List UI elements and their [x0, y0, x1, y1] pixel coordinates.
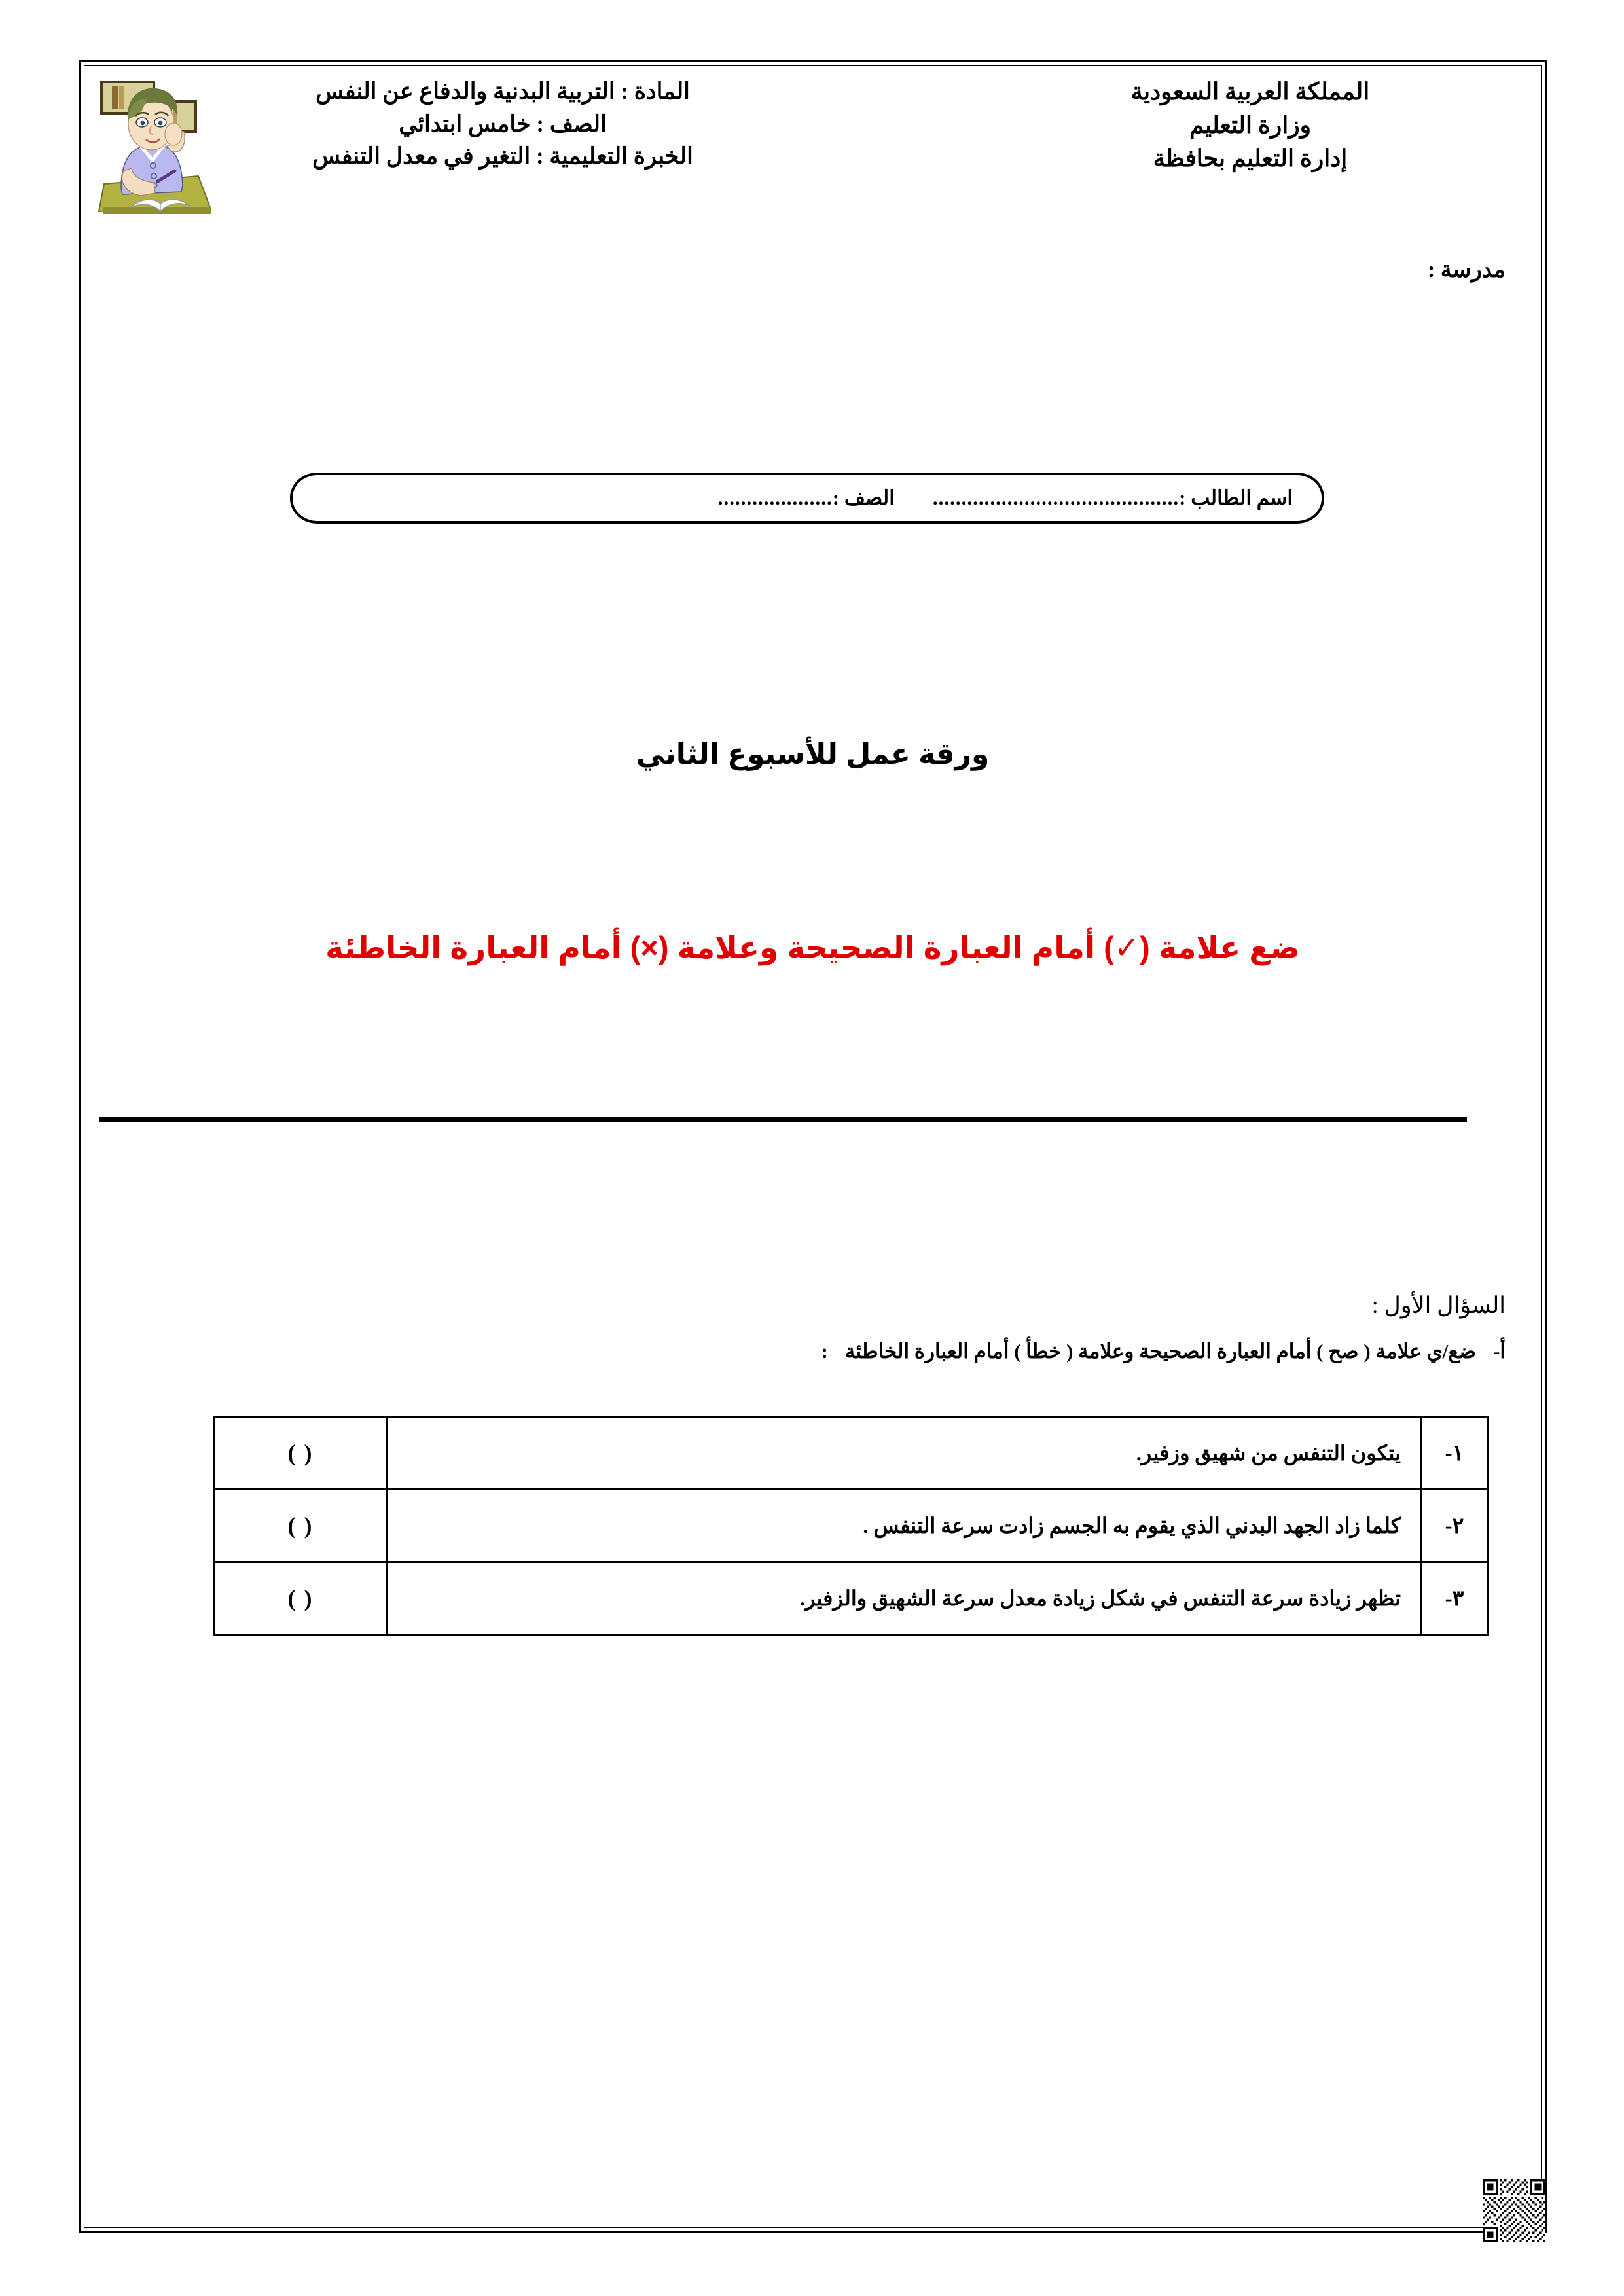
question-one-title: السؤال الأول : — [1371, 1293, 1506, 1318]
learning-experience-line: الخبرة التعليمية : التغير في معدل التنفس — [312, 143, 693, 170]
row-answer-cell[interactable] — [215, 1490, 387, 1562]
table-row — [215, 1562, 1488, 1635]
red-instruction-text: ضع علامة (✓) أمام العبارة الصحيحة وعلامة (×) أمام العبارة الخاطئة — [325, 930, 1300, 965]
row-statement: تظهر زيادة سرعة التنفس في شكل زيادة معدل سرعة الشهيق والزفير. — [387, 1562, 1422, 1635]
table-row — [215, 1490, 1488, 1562]
student-info-box — [290, 473, 1324, 524]
table-row — [215, 1417, 1488, 1490]
page-inner-border — [84, 65, 1542, 2228]
row-answer-cell[interactable] — [215, 1562, 387, 1635]
country-name: المملكة العربية السعودية — [1130, 79, 1370, 105]
answer-parentheses[interactable]: ( ) — [287, 1585, 314, 1611]
subject-header-block — [172, 75, 833, 173]
section-divider — [99, 1117, 1467, 1122]
row-answer-cell[interactable] — [215, 1417, 387, 1490]
row-statement: كلما زاد الجهد البدني الذي يقوم به الجسم زادت سرعة التنفس . — [387, 1490, 1422, 1562]
row-statement: يتكون التنفس من شهيق وزفير. — [387, 1417, 1422, 1490]
ministry-name: وزارة التعليم — [1189, 112, 1311, 139]
student-name-label: اسم الطالب : — [1179, 486, 1293, 509]
worksheet-title: ورقة عمل للأسبوع الثاني — [636, 738, 990, 770]
question-one-subinstruction — [821, 1340, 1506, 1363]
row-number: ١- — [1422, 1417, 1488, 1490]
true-false-table — [213, 1416, 1489, 1636]
ministry-header-block — [995, 75, 1506, 175]
subitem-text: ضع/ي علامة ( صح ) أمام العبارة الصحيحة وعلامة ( خطأ ) أمام العبارة الخاطئة — [844, 1340, 1477, 1363]
school-field-label: مدرسة : — [1427, 258, 1506, 282]
document-header — [81, 62, 1545, 252]
subject-line: المادة : التربية البدنية والدفاع عن النفس — [316, 79, 690, 104]
answer-parentheses[interactable]: ( ) — [287, 1513, 314, 1539]
row-number: ٢- — [1422, 1490, 1488, 1562]
row-number: ٣- — [1422, 1562, 1488, 1635]
qr-code — [1483, 2179, 1545, 2242]
class-label: الصف : — [832, 486, 895, 509]
education-department: إدارة التعليم بحافظة — [1153, 145, 1348, 172]
class-field[interactable]: .................... — [717, 486, 833, 509]
subitem-colon: : — [821, 1340, 828, 1363]
grade-line: الصف : خامس ابتدائي — [399, 111, 607, 137]
answer-parentheses[interactable]: ( ) — [287, 1440, 314, 1466]
worksheet-page — [79, 60, 1547, 2233]
student-name-field[interactable]: ........................................... — [932, 486, 1180, 509]
subitem-letter: أ- — [1493, 1340, 1506, 1363]
